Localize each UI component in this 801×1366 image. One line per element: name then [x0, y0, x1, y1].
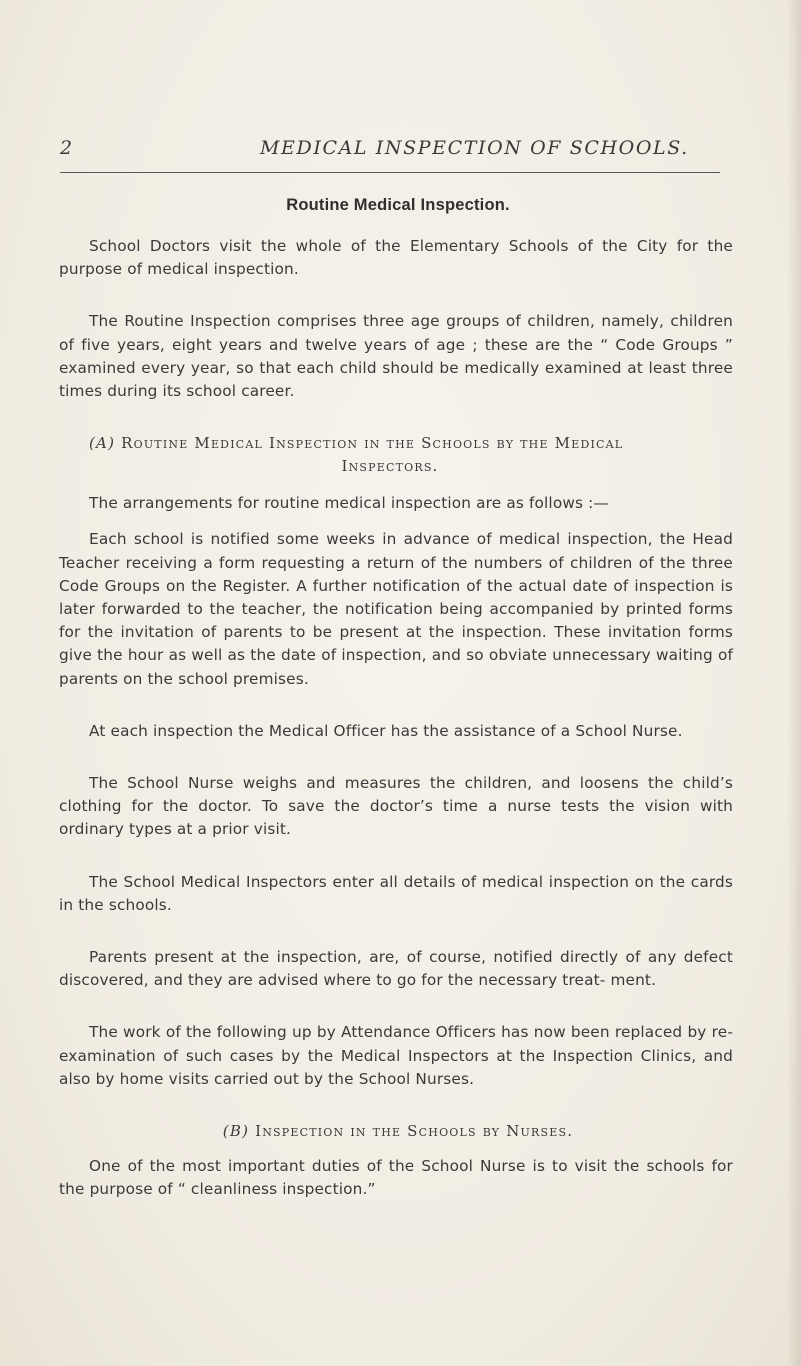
paragraph-parents: Parents present at the inspection, are, of course, notified directly of any defect discovered, and they are advised where to go for the necessary treat- ment. [59, 948, 733, 990]
paragraph-arrangements: The arrangements for routine medical inspection are as follows :— [89, 494, 609, 513]
paragraph-assistance: At each inspection the Medical Officer has the assistance of a School Nurse. [89, 721, 683, 740]
paragraph-cards: The School Medical Inspectors enter all details of medical inspection on the cards in the schools. [59, 872, 733, 914]
running-title: MEDICAL INSPECTION OF SCHOOLS. [260, 137, 689, 159]
page-number: 2 [60, 137, 73, 159]
header-rule [60, 172, 720, 173]
page-edge-shadow [787, 0, 801, 1366]
subsection-a-heading-line1 [59, 432, 733, 455]
subsection-a-heading-text: Routine Medical Inspection in the Schools by the Medical [121, 434, 624, 453]
page-header [60, 137, 720, 179]
subsection-b-heading [59, 1120, 733, 1143]
paragraph-age-groups: The Routine Inspection comprises three age groups of children, namely, children of five years, eight years and twelve years of age ; these are the “ Code Groups ” examined every year, so that each child should be medically examined at least three times during its school career. [59, 312, 733, 401]
paragraph-intro: School Doctors visit the whole of the Elementary Schools of the City for the purpose of medical inspection. [59, 237, 733, 279]
paragraph-nurse-duties: The School Nurse weighs and measures the children, and loosens the child’s clothing for the doctor. To save the doctor’s time a nurse tests the vision with ordinary types at a prior visit. [59, 774, 733, 839]
paragraph-follow-up: The work of the following up by Attendance Officers has now been replaced by re-examination of such cases by the Medical Inspectors at the Inspection Clinics, and also by home visits carried out by the School Nurses. [59, 1023, 733, 1088]
paragraph-notification: Each school is notified some weeks in advance of medical inspection, the Head Teacher receiving a form requesting a return of the numbers of children of the three Code Groups on the Register. A further notification of the actual date of inspection is later forwarded to the teacher, the notification being accompanied by printed forms for the invitation of parents to be present at the inspection. These invitation forms give the hour as well as the date of inspection, and so obviate unnecessary waiting of parents on the school premises. [59, 530, 733, 688]
page-body [59, 196, 733, 1230]
paragraph-cleanliness: One of the most important duties of the School Nurse is to visit the schools for the purpose of “ cleanliness inspection.” [59, 1157, 733, 1199]
subsection-a-heading-line2: Inspectors. [341, 457, 439, 476]
subsection-a-heading [59, 432, 733, 478]
section-title: Routine Medical Inspection. [286, 196, 510, 214]
subsection-a-letter: (A) [89, 434, 116, 453]
subsection-b-letter: (B) [222, 1122, 250, 1141]
subsection-b-heading-text: Inspection in the Schools by Nurses. [255, 1122, 574, 1141]
